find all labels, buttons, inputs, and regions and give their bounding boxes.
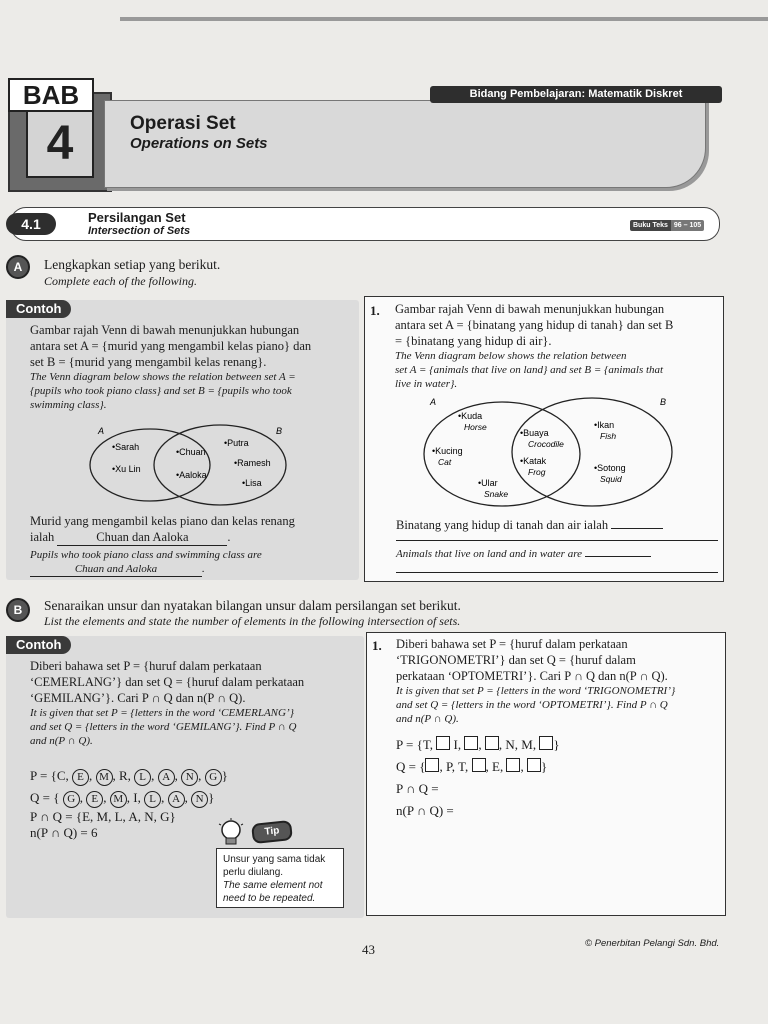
- set-element: R: [119, 768, 128, 783]
- textbook-pages: 96 – 105: [671, 220, 704, 231]
- venn-element: •Katak: [520, 456, 547, 466]
- intersection-prompt: P ∩ Q =: [396, 781, 439, 796]
- answer-blank[interactable]: [611, 528, 663, 529]
- prompt-text-en: Animals that live on land and in water are: [396, 548, 582, 560]
- venn-element: •Ular: [478, 478, 498, 488]
- venn-label-a: A: [430, 397, 437, 407]
- text-line-en: It is given that set P = {letters in the word ‘CEMERLANG’}: [30, 707, 294, 719]
- circled-element: A: [168, 791, 185, 808]
- question-a-venn-diagram: [420, 396, 680, 508]
- text-line: ‘GEMILANG’}. Cari P ∩ Q dan n(P ∩ Q).: [30, 691, 246, 705]
- question-a-prompt: [396, 517, 663, 533]
- part-b-instruction-en: List the elements and state the number of elements in the following intersection of sets.: [44, 614, 461, 628]
- set-prefix: Q = {: [30, 790, 63, 805]
- lightbulb-icon: [216, 818, 246, 848]
- answer-box[interactable]: [527, 758, 541, 772]
- answer-value-en: Chuan and Aaloka: [30, 562, 202, 577]
- venn-circle-b: [512, 398, 672, 506]
- venn-element-en: Squid: [600, 474, 622, 484]
- venn-label-a: A: [98, 426, 105, 436]
- venn-element: •Kucing: [432, 446, 463, 456]
- venn-element: •Sotong: [594, 463, 626, 473]
- set-q-answer-line: Q = { , P, T, , E, , }: [396, 759, 548, 774]
- venn-circle-a: [90, 429, 210, 501]
- set-p-answer-line: P = {T, I, , , N, M, }: [396, 737, 560, 752]
- circled-element: G: [63, 791, 80, 808]
- count-prompt: n(P ∩ Q) =: [396, 803, 454, 818]
- text-line-en: and n(P ∩ Q).: [30, 735, 93, 747]
- text-line: = {binatang yang hidup di air}.: [395, 334, 552, 348]
- text-line-en: The Venn diagram below shows the relation between set A =: [30, 371, 296, 383]
- venn-element: •Lisa: [242, 478, 262, 488]
- venn-element-en: Fish: [600, 431, 617, 441]
- chapter-title: Operasi Set: [130, 113, 236, 134]
- learning-area-label: Bidang Pembelajaran: Matematik Diskret: [430, 86, 722, 103]
- venn-element: •Ramesh: [234, 458, 271, 468]
- count-result: n(P ∩ Q) = 6: [30, 825, 98, 840]
- venn-label-b: B: [660, 397, 667, 407]
- text-line-en: {pupils who took piano class} and set B = {pupils who took: [30, 385, 292, 397]
- tip-text: Unsur yang sama tidak perlu diulang.: [223, 854, 326, 878]
- question-a-text: [395, 301, 717, 391]
- text-line: Diberi bahawa set P = {huruf dalam perkataan: [30, 659, 262, 673]
- text-line: ‘CEMERLANG’} dan set Q = {huruf dalam perkataan: [30, 675, 305, 689]
- venn-label-b: B: [276, 426, 283, 436]
- question-a-prompt-en: [396, 547, 651, 561]
- answer-box[interactable]: [485, 736, 499, 750]
- text-line: ‘TRIGONOMETRI’} dan set Q = {huruf dalam: [396, 653, 636, 667]
- chapter-number: 4: [26, 110, 94, 178]
- example-a-answer: [30, 513, 352, 577]
- example-b-working: [30, 765, 228, 841]
- part-b-marker: B: [6, 598, 30, 622]
- text-line: set B = {murid yang mengambil kelas renang}.: [30, 355, 267, 369]
- text-line: Diberi bahawa set P = {huruf dalam perkataan: [396, 637, 628, 651]
- venn-element: •Ikan: [594, 420, 615, 430]
- venn-element: •Xu Lin: [112, 464, 141, 474]
- venn-element: •Kuda: [458, 411, 483, 421]
- question-number: 1.: [370, 303, 380, 318]
- example-a-text: [30, 322, 352, 412]
- venn-element: •Buaya: [520, 428, 549, 438]
- top-border-line: [120, 17, 768, 21]
- answer-blank-line[interactable]: [396, 540, 718, 541]
- tip-text-en: The same element not need to be repeated.: [223, 880, 323, 904]
- answer-box[interactable]: [539, 736, 553, 750]
- question-b-text: [396, 636, 720, 726]
- part-a-instruction: Lengkapkan setiap yang berikut.: [44, 257, 221, 272]
- answer-lead: ialah: [30, 530, 55, 544]
- set-p-listing: P = {C, E , M , R, L , A , N , G }: [30, 765, 228, 787]
- text-line: antara set A = {binatang yang hidup di tanah} dan set B: [395, 318, 674, 332]
- section-title: Persilangan Set: [88, 210, 186, 225]
- answer-line-ms: ialah Chuan dan Aaloka .: [30, 530, 231, 544]
- venn-element: •Putra: [224, 438, 249, 448]
- venn-element: •Aaloka: [176, 470, 207, 480]
- circled-element: L: [134, 769, 151, 786]
- set-element: I: [133, 790, 138, 805]
- answer-value: Chuan dan Aaloka: [57, 529, 227, 546]
- circled-element: M: [96, 769, 113, 786]
- tip-badge: Tip: [251, 820, 293, 844]
- example-b-text: [30, 658, 354, 748]
- question-b-working: [396, 734, 560, 822]
- text-line: perkataan ‘OPTOMETRI’}. Cari P ∩ Q dan n(P ∩ Q).: [396, 669, 668, 683]
- answer-prefix: Murid yang mengambil kelas piano dan kelas renang: [30, 514, 295, 528]
- text-line: antara set A = {murid yang mengambil kelas piano} dan: [30, 339, 312, 353]
- circled-element: A: [158, 769, 175, 786]
- circled-element: N: [191, 791, 208, 808]
- circled-element: L: [144, 791, 161, 808]
- answer-box[interactable]: [506, 758, 520, 772]
- circled-element: M: [110, 791, 127, 808]
- tip-box: [216, 848, 344, 908]
- example-a-venn-diagram: [80, 420, 300, 510]
- example-tag: Contoh: [6, 636, 71, 654]
- text-line-en: set A = {animals that live on land} and set B = {animals that: [395, 364, 664, 376]
- venn-element-en: Horse: [464, 422, 487, 432]
- intersection-result: P ∩ Q = {E, M, L, A, N, G}: [30, 809, 176, 824]
- section-number: 4.1: [6, 213, 56, 235]
- answer-box[interactable]: [436, 736, 450, 750]
- part-a-instruction-en: Complete each of the following.: [44, 274, 197, 288]
- answer-box[interactable]: [425, 758, 439, 772]
- answer-box[interactable]: [464, 736, 478, 750]
- venn-element-en: Frog: [528, 467, 546, 477]
- set-prefix: P = {C,: [30, 768, 72, 783]
- venn-element: •Sarah: [112, 442, 140, 452]
- answer-box[interactable]: [472, 758, 486, 772]
- venn-element-en: Snake: [484, 489, 509, 499]
- textbook-label: Buku Teks: [630, 220, 671, 231]
- text-line: Gambar rajah Venn di bawah menunjukkan hubungan: [395, 302, 665, 316]
- circled-element: E: [72, 769, 89, 786]
- text-line-en: It is given that set P = {letters in the word ‘TRIGONOMETRI’}: [396, 685, 676, 697]
- venn-element-en: Cat: [438, 457, 452, 467]
- answer-prefix-en: Pupils who took piano class and swimming class are: [30, 549, 262, 561]
- chapter-label: BAB: [8, 78, 94, 112]
- circled-element: G: [205, 769, 222, 786]
- circled-element: E: [86, 791, 103, 808]
- text-line: Gambar rajah Venn di bawah menunjukkan hubungan: [30, 323, 300, 337]
- part-b-instruction: Senaraikan unsur dan nyatakan bilangan unsur dalam persilangan set berikut.: [44, 598, 461, 613]
- text-line-en: and set Q = {letters in the word ‘GEMILANG’}. Find P ∩ Q: [30, 721, 297, 733]
- text-line-en: and set Q = {letters in the word ‘OPTOMETRI’}. Find P ∩ Q: [396, 699, 668, 711]
- venn-element-en: Crocodile: [528, 439, 564, 449]
- text-line-en: The Venn diagram below shows the relation between: [395, 350, 627, 362]
- prompt-text: Binatang yang hidup di tanah dan air ialah: [396, 518, 609, 532]
- chapter-subtitle: Operations on Sets: [130, 135, 268, 152]
- page-number: 43: [362, 942, 375, 957]
- set-q-listing: Q = { G , E , M , I, L , A , N }: [30, 787, 228, 809]
- example-tag: Contoh: [6, 300, 71, 318]
- publisher-credit: © Penerbitan Pelangi Sdn. Bhd.: [585, 938, 720, 949]
- answer-blank-line[interactable]: [396, 572, 718, 573]
- textbook-reference-badge: [630, 220, 704, 231]
- text-line-en: live in water}.: [395, 378, 458, 390]
- text-line-en: and n(P ∩ Q).: [396, 713, 459, 725]
- part-a-marker: A: [6, 255, 30, 279]
- circled-element: N: [181, 769, 198, 786]
- section-subtitle: Intersection of Sets: [88, 225, 191, 237]
- answer-line-en: Chuan and Aaloka .: [30, 562, 352, 577]
- text-line-en: swimming class}.: [30, 399, 107, 411]
- question-number: 1.: [372, 638, 382, 653]
- venn-element: •Chuan: [176, 447, 206, 457]
- answer-blank[interactable]: [585, 556, 651, 557]
